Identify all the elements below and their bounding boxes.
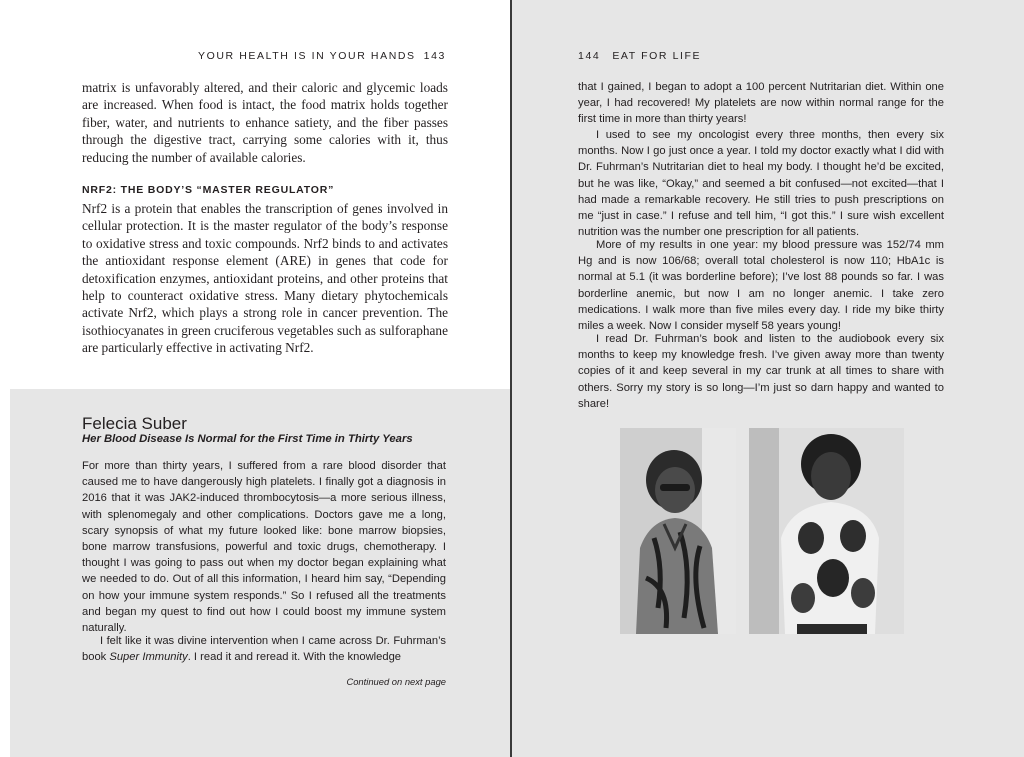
testimonial-paragraph-1: For more than thirty years, I suffered from a rare blood disorder that caused me to have dangerously high platelets. I finally got a diagnosis in 2016 that it was JAK2-induced thrombocytosis—a more serious illness, with splenomegaly and other complications. Doctors gave me a long, scary synopsis of what my future looked like: bone marrow biopsies, bone marrow transfusions, powerful and toxic drugs, chemotherapy. I thought I was going to pass out when my doctor began explaining what we needed to do. Out of all this information, I heard him say, “Depending on how your immune system responds.” So I refused all the treatments and began my quest to find out how I could boost my immune system naturally.: [82, 460, 446, 635]
page-number-right: 144: [578, 50, 601, 62]
running-head-left: [198, 50, 446, 62]
running-head-title: EAT FOR LIFE: [612, 50, 702, 62]
book-title: Super Immunity: [109, 651, 188, 664]
testimonial-continued-paragraph-4: I read Dr. Fuhrman’s book and listen to the audiobook every six months to keep my knowledge fresh. I’ve given away more than twenty copies of it and keep several in my car trunk at all times to share with others. Sorry my story is so long—I’m just so darn happy and wanted to share!: [578, 333, 944, 410]
section-heading-nrf2: NRF2: THE BODY’S “MASTER REGULATOR”: [82, 184, 335, 196]
testimonial-name: Felecia Suber: [82, 414, 187, 433]
after-photo: [749, 428, 904, 634]
before-photo: [620, 428, 736, 634]
testimonial-continued-paragraph-2: I used to see my oncologist every three months, then every six months. Now I go just once a year. I told my doctor exactly what I did with Dr. Fuhrman’s Nutritarian diet to heal my body. I thought he’d be excited, but he was like, “Okay,” and seemed a bit confused—not excited—that I had made a remarkable recovery. He still tries to push prescriptions on me “just in case.” I refuse and tell him, “I got this.” I sure wish excellent nutrition was the number one prescription for all patients.: [578, 129, 944, 239]
running-head-title: YOUR HEALTH IS IN YOUR HANDS: [197, 50, 416, 62]
person-photo-before-icon: [620, 428, 736, 634]
testimonial-continued-paragraph-1: that I gained, I began to adopt a 100 percent Nutritarian diet. Within one year, I had recovered! My platelets are now within normal range for the first time in more than thirty years!: [578, 81, 944, 126]
continued-note: Continued on next page: [346, 676, 446, 687]
testimonial-paragraph-2-end: . I read it and reread it. With the knowledge: [187, 651, 402, 664]
testimonial-paragraph-2-start: I felt like it was divine intervention when I came across Dr. Fuhrman’s book: [82, 635, 446, 664]
right-page: [512, 0, 1024, 757]
person-photo-after-icon: [749, 428, 904, 634]
body-paragraph-nrf2: Nrf2 is a protein that enables the transcription of genes involved in cellular protection. It is the master regulator of the body’s response to oxidative stress and toxic compounds. Nrf2 binds to and activates the antioxidant response element (ARE) in genes that code for detoxification enzymes, antioxidant proteins, and other proteins that help to counteract oxidative stress. Many dietary phytochemicals activate Nrf2, which plays a strong role in cancer prevention. The isothiocyanates in green cruciferous vegetables such as sulforaphane are particularly effective in activating Nrf2.: [82, 201, 448, 356]
testimonial-continued-paragraph-3: More of my results in one year: my blood pressure was 152/74 mm Hg and is now 106/68; overall total cholesterol is now 110; HbA1c is normal at 5.1 (it was borderline before); I’ve lost 88 pounds so far. I was borderline anemic, but now I am no longer anemic. I take zero medications. I walk more than five miles every day. I ride my bike thirty miles a week. Now I consider myself 58 years young!: [578, 239, 944, 333]
testimonial-subtitle: Her Blood Disease Is Normal for the First Time in Thirty Years: [82, 433, 413, 445]
testimonial-sidebar: [10, 389, 510, 757]
running-head-right: [578, 50, 701, 62]
page-number-left: 143: [423, 50, 446, 62]
body-paragraph-food-matrix: matrix is unfavorably altered, and their caloric and glycemic loads are increased. When food is intact, the food matrix holds together fiber, water, and nutrients to enhance satiety, and the fiber passes through the digestive tract, carrying some calories with it, thus reducing the number of available calories.: [82, 80, 448, 165]
testimonial-paragraph-2: [82, 633, 446, 665]
